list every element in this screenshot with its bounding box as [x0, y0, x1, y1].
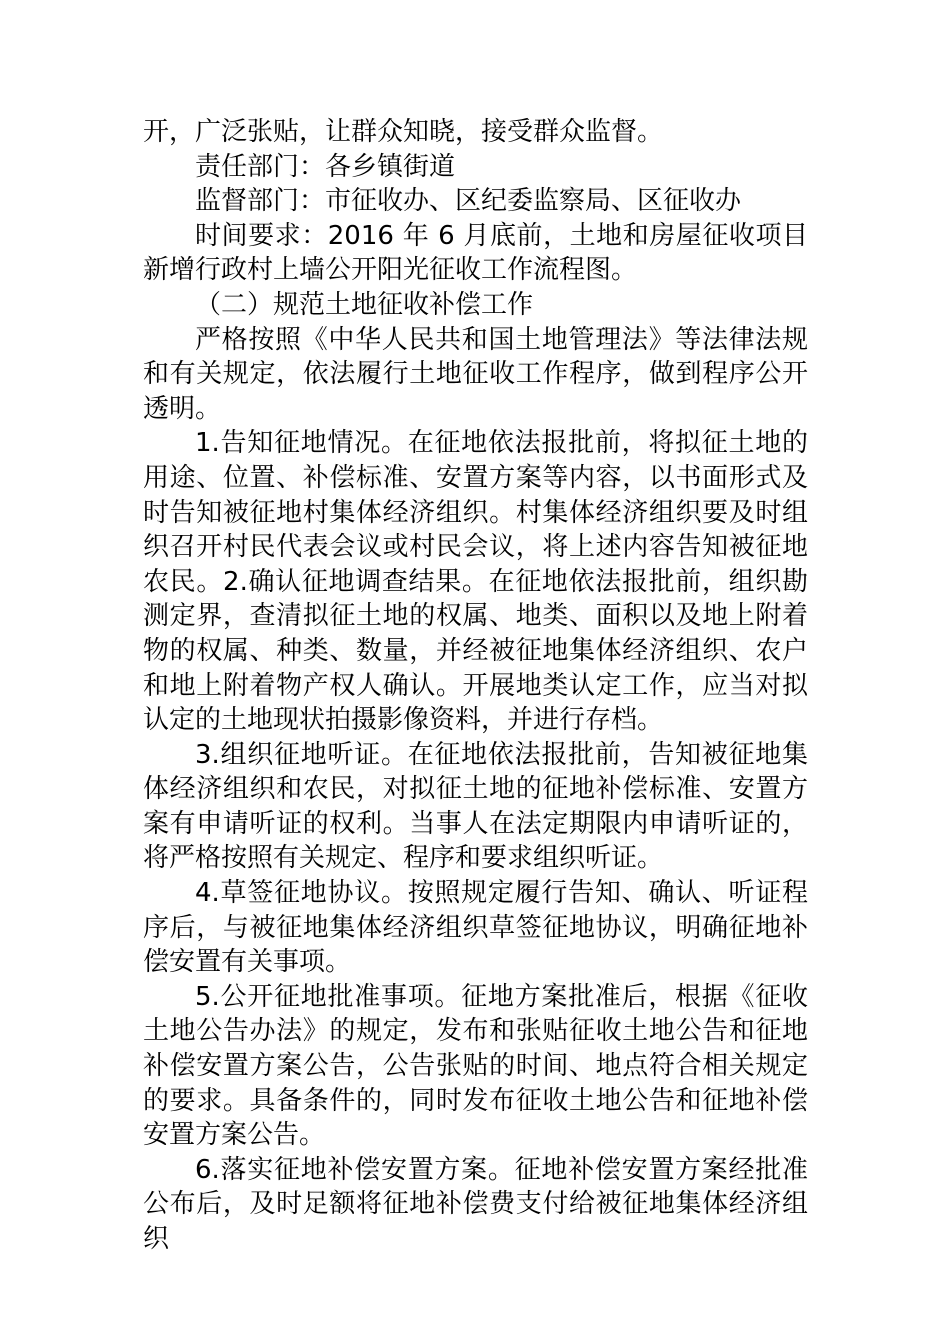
- paragraph-continuation: 开，广泛张贴，让群众知晓，接受群众监督。: [143, 117, 664, 147]
- paragraph-supervising-dept: 监督部门：市征收办、区纪委监察局、区征收办: [195, 186, 742, 217]
- paragraph-item-4: 4.草签征地协议。按照规定履行告知、确认、听证程序后，与被征地集体经济组织草签征地协议，明确征地补偿安置有关事项。: [143, 878, 808, 978]
- paragraph-item-1-2: 1.告知征地情况。在征地依法报批前，将拟征土地的用途、位置、补偿标准、安置方案等内容，以书面形式及时告知被征地村集体经济组织。村集体经济组织要及时组织召开村民代表会议或村民会议，将上述内容告知被征地农民。2.确认征地调查结果。在征地依法报批前，组织勘测定界，查清拟征土地的权属、地类、面积以及地上附着物的权属、种类、数量，并经被征地集体经济组织、农户和地上附着物产权人确认。开展地类认定工作，应当对拟认定的土地现状拍摄影像资料，并进行存档。: [143, 428, 808, 736]
- paragraph-responsible-dept: 责任部门：各乡镇街道: [195, 151, 456, 182]
- paragraph-item-5: 5.公开征地批准事项。征地方案批准后，根据《征收土地公告办法》的规定，发布和张贴征收土地公告和征地补偿安置方案公告，公告张贴的时间、地点符合相关规定的要求。具备条件的，同时发布征收土地公告和征地补偿安置方案公告。: [143, 981, 808, 1151]
- paragraph-item-3: 3.组织征地听证。在征地依法报批前，告知被征地集体经济组织和农民，对拟征土地的征地补偿标准、安置方案有申请听证的权利。当事人在法定期限内申请听证的，将严格按照有关规定、程序和要求组织听证。: [143, 739, 808, 874]
- paragraph-time-requirement: 时间要求：2016 年 6 月底前，土地和房屋征收项目新增行政村上墙公开阳光征收工作流程图。: [143, 220, 808, 286]
- paragraph-intro: 严格按照《中华人民共和国土地管理法》等法律法规和有关规定，依法履行土地征收工作程序，做到程序公开透明。: [143, 324, 808, 424]
- paragraph-item-6: 6.落实征地补偿安置方案。征地补偿安置方案经批准公布后，及时足额将征地补偿费支付给被征地集体经济组织: [143, 1154, 808, 1254]
- document-body: [143, 115, 808, 1257]
- section-heading: （二）规范土地征收补偿工作: [195, 289, 534, 320]
